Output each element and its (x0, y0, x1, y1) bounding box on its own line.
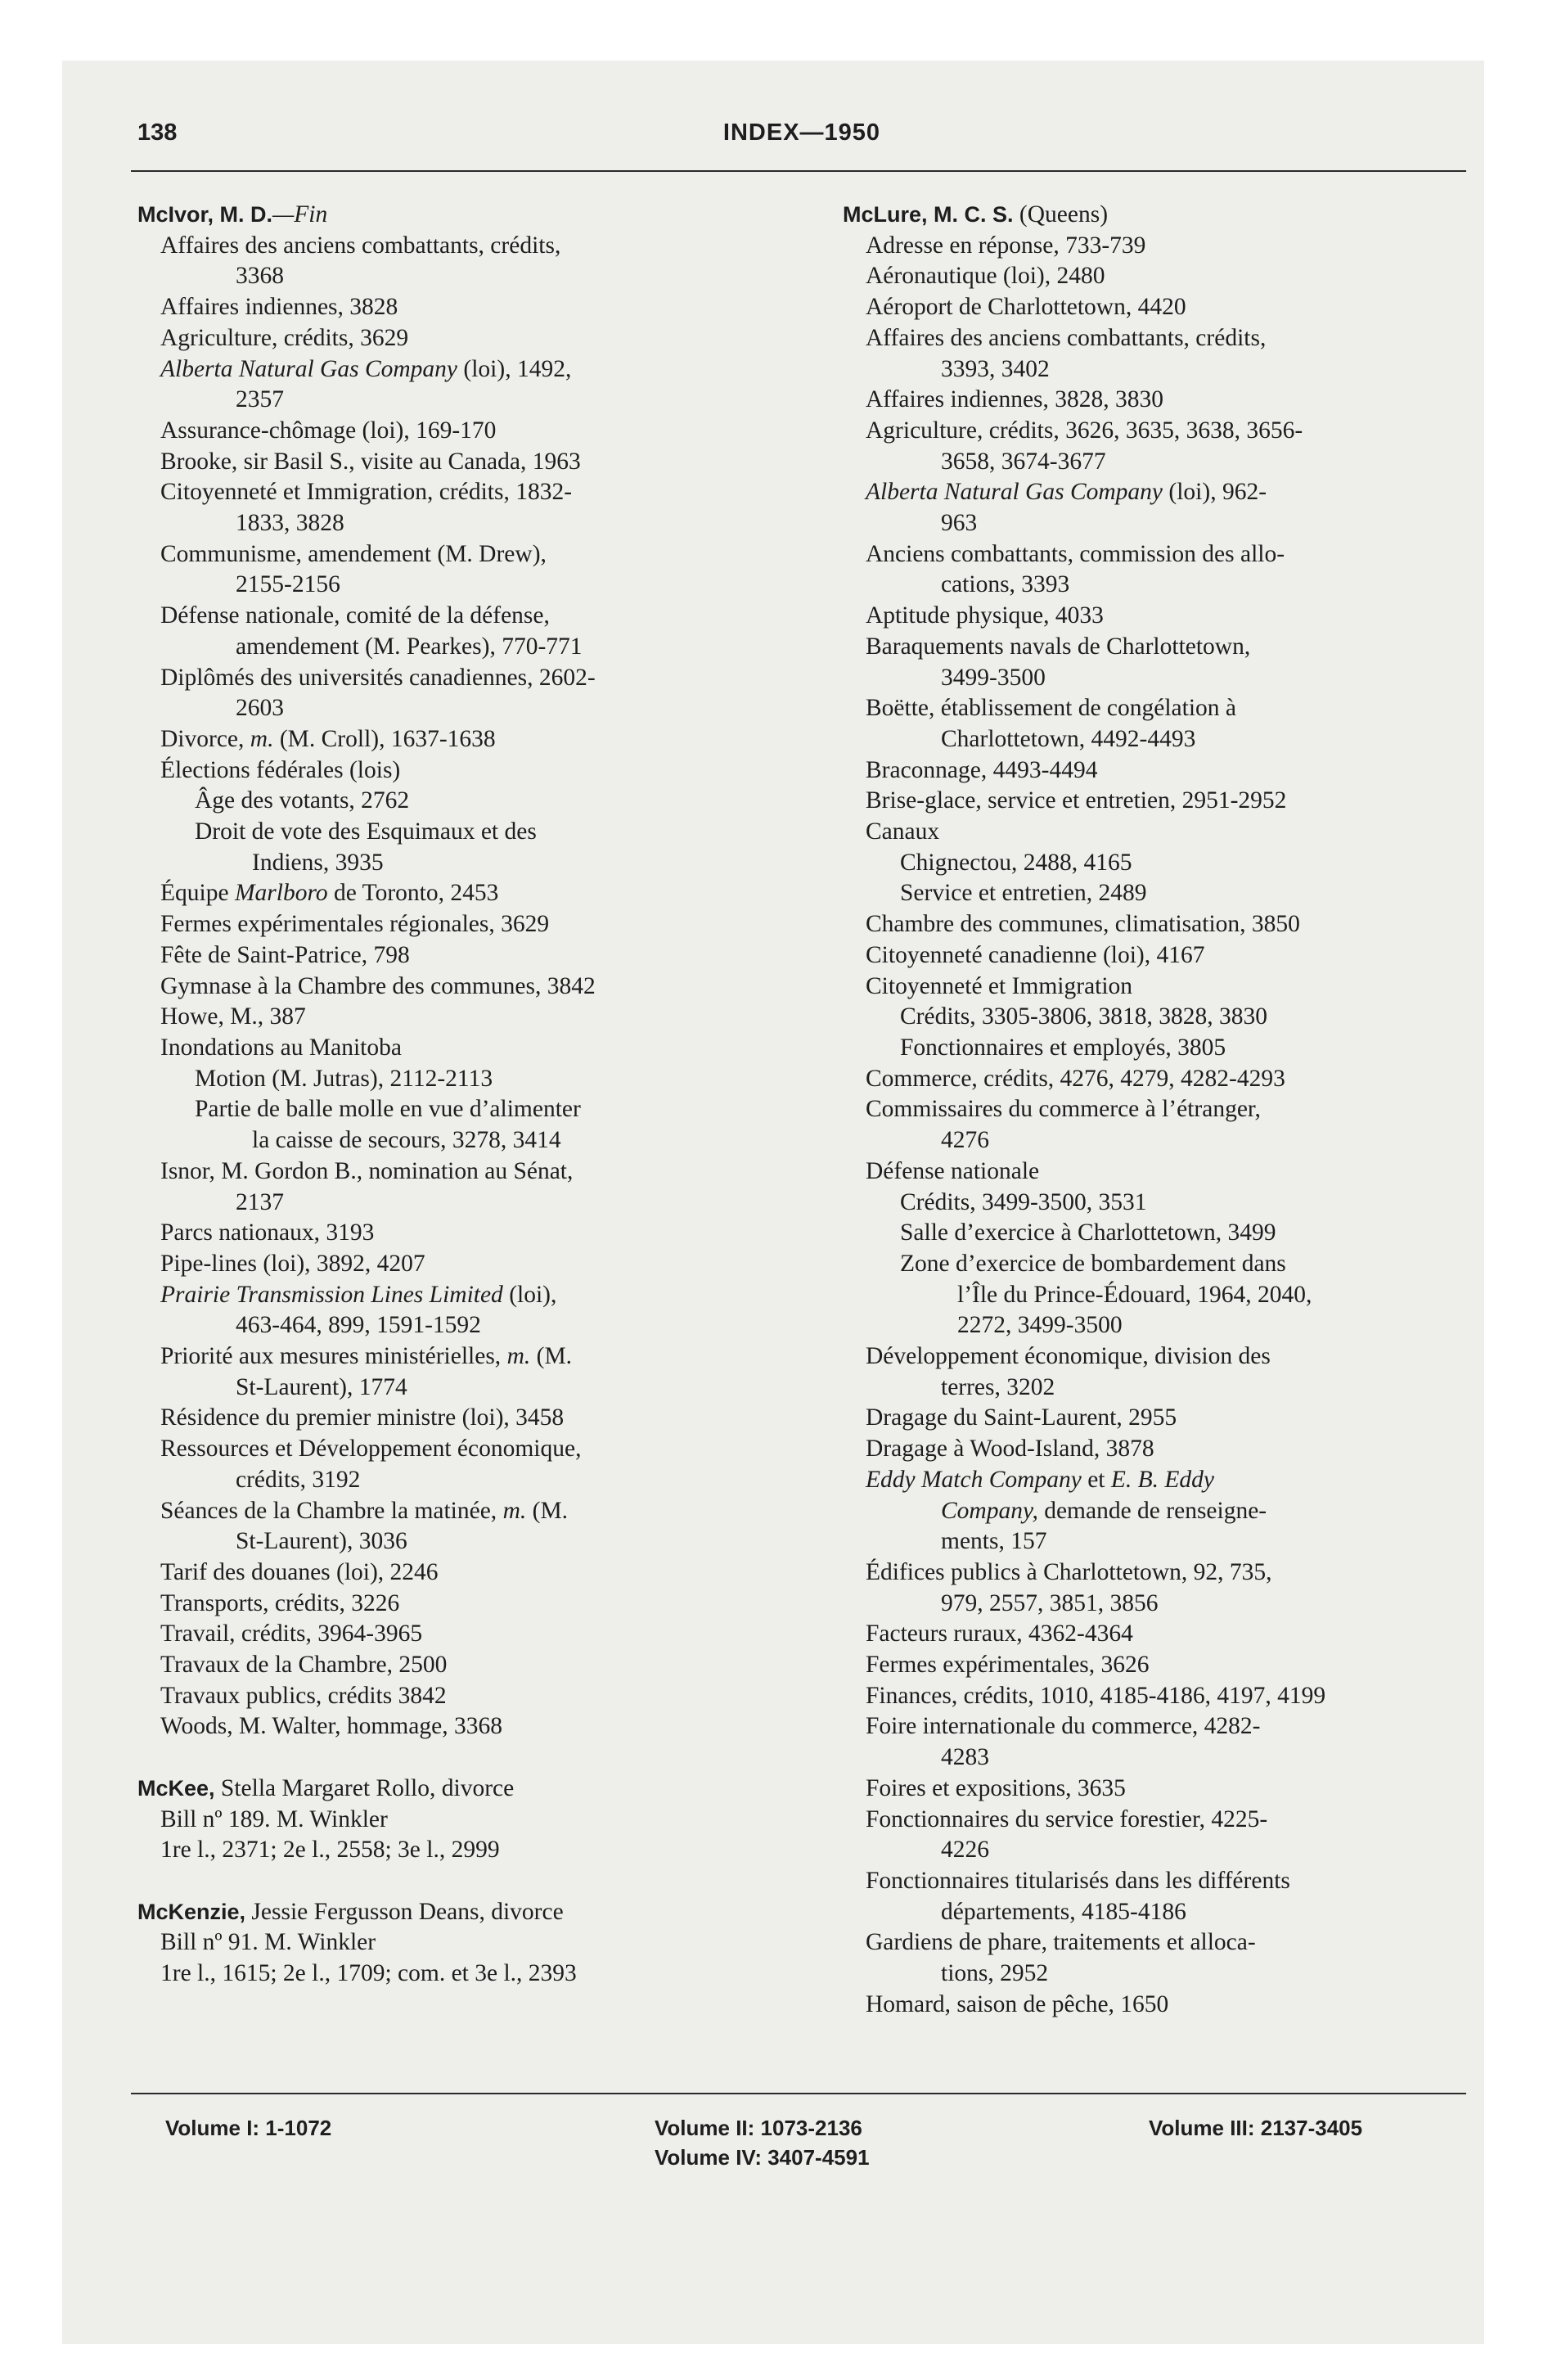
entry-text: Communisme, amendement (M. Drew), (160, 540, 547, 567)
entry-text: Agriculture, crédits, 3626, 3635, 3638, 3656- (866, 417, 1303, 444)
index-entry (137, 1033, 776, 1064)
index-entry (843, 1094, 1481, 1156)
entry-text: Pipe-lines (loi), 3892, 4207 (160, 1250, 425, 1277)
index-entry (843, 416, 1481, 477)
index-entry (843, 786, 1481, 817)
index-heading (137, 1774, 776, 1805)
index-entry (137, 940, 776, 971)
entry-continuation: 2357 (236, 386, 284, 413)
index-entry (843, 1650, 1481, 1681)
heading-rest: Jessie Fergusson Deans, divorce (245, 1898, 564, 1925)
footer-volume-3: Volume III: 2137-3405 (1149, 2116, 1363, 2140)
index-subentry (843, 1033, 1481, 1064)
entry-continuation: 2603 (236, 695, 284, 722)
index-entry (137, 1496, 776, 1557)
index-entry (137, 878, 776, 909)
entry-text: Divorce, m. (M. Croll), 1637-1638 (160, 725, 496, 752)
entry-text: Motion (M. Jutras), 2112-2113 (195, 1065, 493, 1092)
index-entry (843, 1681, 1481, 1712)
index-entry (843, 1064, 1481, 1095)
entry-text: Fonctionnaires et employés, 3805 (900, 1034, 1226, 1061)
entry-text: Priorité aux mesures ministérielles, m. (M. (160, 1343, 573, 1370)
index-entry (137, 909, 776, 940)
entry-continuation: 4283 (941, 1744, 989, 1771)
index-entry (843, 817, 1481, 848)
entry-continuation: terres, 3202 (941, 1373, 1055, 1400)
entry-text: Ressources et Développement économique, (160, 1436, 582, 1463)
entry-text: Salle d’exercice à Charlottetown, 3499 (900, 1219, 1276, 1246)
entry-text: Affaires des anciens combattants, crédits, (866, 324, 1267, 351)
entry-text: Citoyenneté et Immigration, crédits, 1832- (160, 479, 573, 506)
entry-continuation: 4226 (941, 1837, 989, 1864)
entry-continuation: Charlottetown, 4492-4493 (941, 725, 1196, 752)
entry-text: Partie de balle molle en vue d’alimenter (195, 1096, 581, 1123)
page-header (137, 119, 1466, 156)
index-entry (843, 1465, 1481, 1557)
index-subentry (137, 1064, 776, 1095)
index-entry (843, 1557, 1481, 1619)
entry-text: Fête de Saint-Patrice, 798 (160, 941, 410, 968)
entry-text: Aéroport de Charlottetown, 4420 (866, 294, 1186, 321)
index-entry (843, 1866, 1481, 1927)
index-entry (843, 323, 1481, 385)
entry-text: Chignectou, 2488, 4165 (900, 849, 1132, 876)
index-entry (843, 1434, 1481, 1465)
index-entry (843, 940, 1481, 971)
index-subentry (843, 1218, 1481, 1249)
entry-text: Gymnase à la Chambre des communes, 3842 (160, 972, 596, 999)
entry-text: Foire internationale du commerce, 4282- (866, 1713, 1261, 1740)
entry-text: Prairie Transmission Lines Limited (loi), (160, 1281, 557, 1308)
index-entry (137, 1681, 776, 1712)
index-entry (137, 1218, 776, 1249)
entry-text: Affaires des anciens combattants, crédits, (160, 232, 561, 259)
entry-text: Isnor, M. Gordon B., nomination au Sénat, (160, 1157, 574, 1184)
index-entry (137, 1927, 776, 1959)
entry-continuation: cations, 3393 (941, 571, 1070, 598)
index-entry (137, 1805, 776, 1836)
index-entry (137, 1711, 776, 1742)
entry-text: Tarif des douanes (loi), 2246 (160, 1558, 439, 1585)
index-entry (137, 663, 776, 724)
index-entry (843, 632, 1481, 693)
entry-text: Service et entretien, 2489 (900, 880, 1147, 907)
entry-text: Agriculture, crédits, 3629 (160, 324, 409, 351)
heading-name: McLure, M. C. S. (843, 202, 1014, 227)
entry-text: Baraquements navals de Charlottetown, (866, 633, 1251, 660)
entry-continuation: 3393, 3402 (941, 355, 1050, 382)
entry-text: Affaires indiennes, 3828 (160, 294, 398, 321)
index-heading (137, 200, 776, 231)
entry-text: 1re l., 2371; 2e l., 2558; 3e l., 2999 (160, 1837, 500, 1864)
index-entry (843, 539, 1481, 601)
index-entry (137, 1589, 776, 1620)
entry-text: Alberta Natural Gas Company (loi), 1492, (160, 355, 572, 382)
entry-text: Eddy Match Company et E. B. Eddy (866, 1466, 1215, 1493)
index-entry (843, 385, 1481, 416)
right-column (843, 200, 1481, 2020)
index-entry (843, 1990, 1481, 2021)
entry-continuation: départements, 4185-4186 (941, 1898, 1186, 1925)
index-entry (843, 1341, 1481, 1403)
entry-text: Anciens combattants, commission des allo- (866, 540, 1285, 567)
entry-text: Bill nº 189. M. Winkler (160, 1805, 388, 1832)
entry-text: Commerce, crédits, 4276, 4279, 4282-4293 (866, 1065, 1285, 1092)
index-entry (843, 755, 1481, 787)
index-entry (137, 539, 776, 601)
entry-text: Zone d’exercice de bombardement dans (900, 1250, 1286, 1277)
index-entry (137, 724, 776, 755)
entry-text: Droit de vote des Esquimaux et des (195, 818, 537, 845)
index-entry (137, 323, 776, 354)
entry-text: Bill nº 91. M. Winkler (160, 1929, 376, 1956)
index-subentry (137, 817, 776, 878)
footer-volume-1: Volume I: 1-1072 (165, 2116, 332, 2140)
index-entry (137, 1650, 776, 1681)
index-entry (137, 601, 776, 662)
entry-text: Développement économique, division des (866, 1343, 1271, 1370)
index-entry (843, 1619, 1481, 1650)
index-entry (137, 1249, 776, 1280)
entry-continuation: 3658, 3674-3677 (941, 448, 1106, 475)
entry-text: Foires et expositions, 3635 (866, 1774, 1126, 1801)
footer-volumes-2-4 (655, 2113, 870, 2172)
entry-text: Aéronautique (loi), 2480 (866, 263, 1105, 290)
index-entry (137, 1959, 776, 1990)
index-subentry (843, 878, 1481, 909)
entry-text: Assurance-chômage (loi), 169-170 (160, 417, 497, 444)
entry-text: Travaux publics, crédits 3842 (160, 1682, 447, 1709)
index-entry (843, 261, 1481, 292)
entry-continuation: amendement (M. Pearkes), 770-771 (236, 633, 583, 660)
entry-continuation: Indiens, 3935 (252, 849, 384, 876)
index-subentry (843, 1188, 1481, 1219)
index-subentry (843, 1002, 1481, 1033)
heading-line (137, 1774, 776, 1805)
index-entry (843, 601, 1481, 632)
entry-continuation: 1833, 3828 (236, 510, 344, 537)
entry-text: Braconnage, 4493-4494 (866, 756, 1098, 783)
index-entry (843, 1403, 1481, 1434)
heading-name: McIvor, M. D. (137, 202, 273, 227)
entry-text: Dragage à Wood-Island, 3878 (866, 1436, 1154, 1463)
entry-continuation: 2155-2156 (236, 571, 340, 598)
entry-continuation: Company, demande de renseigne- (941, 1497, 1267, 1524)
entry-text: Facteurs ruraux, 4362-4364 (866, 1620, 1133, 1648)
index-heading (843, 200, 1481, 231)
running-title: INDEX—1950 (722, 119, 881, 146)
index-subentry (137, 1094, 776, 1156)
index-subentry (137, 786, 776, 817)
index-entry (137, 1002, 776, 1033)
entry-continuation: 2137 (236, 1188, 284, 1215)
spacer (137, 1866, 776, 1897)
entry-text: Diplômés des universités canadiennes, 2602- (160, 664, 596, 691)
index-entry (843, 971, 1481, 1003)
entry-text: Finances, crédits, 1010, 4185-4186, 4197, 4199 (866, 1682, 1326, 1709)
entry-text: Résidence du premier ministre (loi), 3458 (160, 1404, 565, 1431)
heading-rest: (Queens) (1013, 201, 1109, 228)
index-entry (137, 447, 776, 478)
index-entry (137, 1341, 776, 1403)
entry-text: Âge des votants, 2762 (195, 787, 410, 814)
entry-text: Crédits, 3499-3500, 3531 (900, 1188, 1147, 1215)
index-entry (137, 1619, 776, 1650)
entry-text: Homard, saison de pêche, 1650 (866, 1990, 1169, 2017)
index-entry (843, 1711, 1481, 1773)
heading-line (137, 1897, 776, 1928)
entry-text: Brise-glace, service et entretien, 2951-2952 (866, 787, 1287, 814)
entry-text: Boëtte, établissement de congélation à (866, 695, 1237, 722)
entry-text: Howe, M., 387 (160, 1003, 306, 1030)
footer-volume-4: Volume IV: 3407-4591 (655, 2145, 870, 2170)
entry-text: Travail, crédits, 3964-3965 (160, 1620, 423, 1648)
entry-continuation: St-Laurent), 1774 (236, 1373, 407, 1400)
entry-text: Parcs nationaux, 3193 (160, 1219, 375, 1246)
entry-text: Défense nationale, comité de la défense, (160, 602, 550, 629)
entry-text: Fermes expérimentales régionales, 3629 (160, 911, 550, 938)
entry-text: Défense nationale (866, 1157, 1040, 1184)
entry-continuation: 963 (941, 510, 978, 537)
index-subentry (843, 1249, 1481, 1341)
entry-text: Crédits, 3305-3806, 3818, 3828, 3830 (900, 1003, 1268, 1030)
entry-continuation: 3368 (236, 263, 284, 290)
index-entry (843, 477, 1481, 539)
index-entry (137, 354, 776, 416)
index-entry (843, 693, 1481, 755)
entry-continuation: 463-464, 899, 1591-1592 (236, 1312, 481, 1339)
entry-text: Aptitude physique, 4033 (866, 602, 1104, 629)
index-entry (137, 755, 776, 787)
page-number: 138 (137, 119, 178, 146)
index-entry (137, 1557, 776, 1589)
entry-text: Inondations au Manitoba (160, 1034, 402, 1061)
index-entry (137, 292, 776, 323)
entry-text: Adresse en réponse, 733-739 (866, 232, 1146, 259)
entry-text: Équipe Marlboro de Toronto, 2453 (160, 880, 499, 907)
index-entry (843, 909, 1481, 940)
entry-continuation: la caisse de secours, 3278, 3414 (252, 1127, 561, 1154)
entry-continuation: 4276 (941, 1127, 989, 1154)
entry-continuation: 2272, 3499-3500 (957, 1312, 1123, 1339)
index-entry (843, 231, 1481, 262)
footer-volume-2: Volume II: 1073-2136 (655, 2116, 862, 2140)
entry-continuation: 979, 2557, 3851, 3856 (941, 1589, 1159, 1616)
index-entry (137, 416, 776, 447)
header-rule (131, 170, 1466, 172)
entry-text: Fonctionnaires titularisés dans les différents (866, 1867, 1290, 1894)
entry-text: Chambre des communes, climatisation, 3850 (866, 911, 1300, 938)
entry-text: Gardiens de phare, traitements et alloca- (866, 1929, 1256, 1956)
index-entry (137, 231, 776, 292)
index-subentry (843, 848, 1481, 879)
entry-text: Commissaires du commerce à l’étranger, (866, 1096, 1261, 1123)
entry-continuation: ments, 157 (941, 1528, 1047, 1555)
entry-text: Woods, M. Walter, hommage, 3368 (160, 1713, 502, 1740)
entry-text: Travaux de la Chambre, 2500 (160, 1652, 448, 1679)
index-entry (137, 477, 776, 539)
heading-line (137, 200, 776, 231)
entry-text: Séances de la Chambre la matinée, m. (M. (160, 1497, 569, 1524)
entry-continuation: tions, 2952 (941, 1960, 1049, 1987)
index-heading (137, 1897, 776, 1928)
entry-continuation: St-Laurent), 3036 (236, 1528, 407, 1555)
footer-rule (131, 2093, 1466, 2094)
index-entry (137, 1280, 776, 1341)
index-entry (843, 292, 1481, 323)
spacer (137, 1742, 776, 1774)
entry-text: Élections fédérales (lois) (160, 756, 401, 783)
entry-text: 1re l., 1615; 2e l., 1709; com. et 3e l., 2393 (160, 1960, 577, 1987)
entry-continuation: 3499-3500 (941, 664, 1046, 691)
entry-text: Citoyenneté canadienne (loi), 4167 (866, 941, 1205, 968)
entry-text: Brooke, sir Basil S., visite au Canada, 1963 (160, 448, 581, 475)
index-entry (137, 1403, 776, 1434)
heading-line (843, 200, 1481, 231)
index-entry (137, 971, 776, 1003)
entry-text: Édifices publics à Charlottetown, 92, 735, (866, 1558, 1272, 1585)
entry-continuation: l’Île du Prince-Édouard, 1964, 2040, (957, 1281, 1312, 1308)
entry-text: Affaires indiennes, 3828, 3830 (866, 386, 1164, 413)
entry-text: Dragage du Saint-Laurent, 2955 (866, 1404, 1177, 1431)
entry-text: Canaux (866, 818, 940, 845)
entry-text: Alberta Natural Gas Company (loi), 962- (866, 479, 1267, 506)
heading-rest: —Fin (272, 201, 328, 228)
entry-text: Fonctionnaires du service forestier, 4225- (866, 1805, 1268, 1832)
index-entry (843, 1156, 1481, 1188)
index-entry (843, 1774, 1481, 1805)
left-column (137, 200, 776, 1990)
index-entry (137, 1156, 776, 1218)
entry-text: Fermes expérimentales, 3626 (866, 1652, 1150, 1679)
entry-text: Transports, crédits, 3226 (160, 1589, 400, 1616)
heading-name: McKee, (137, 1775, 215, 1801)
index-entry (843, 1927, 1481, 1989)
index-entry (137, 1835, 776, 1866)
index-entry (137, 1434, 776, 1495)
index-entry (843, 1805, 1481, 1866)
heading-name: McKenzie, (137, 1899, 246, 1924)
entry-continuation: crédits, 3192 (236, 1466, 361, 1493)
entry-text: Citoyenneté et Immigration (866, 972, 1133, 999)
heading-rest: Stella Margaret Rollo, divorce (214, 1774, 515, 1801)
